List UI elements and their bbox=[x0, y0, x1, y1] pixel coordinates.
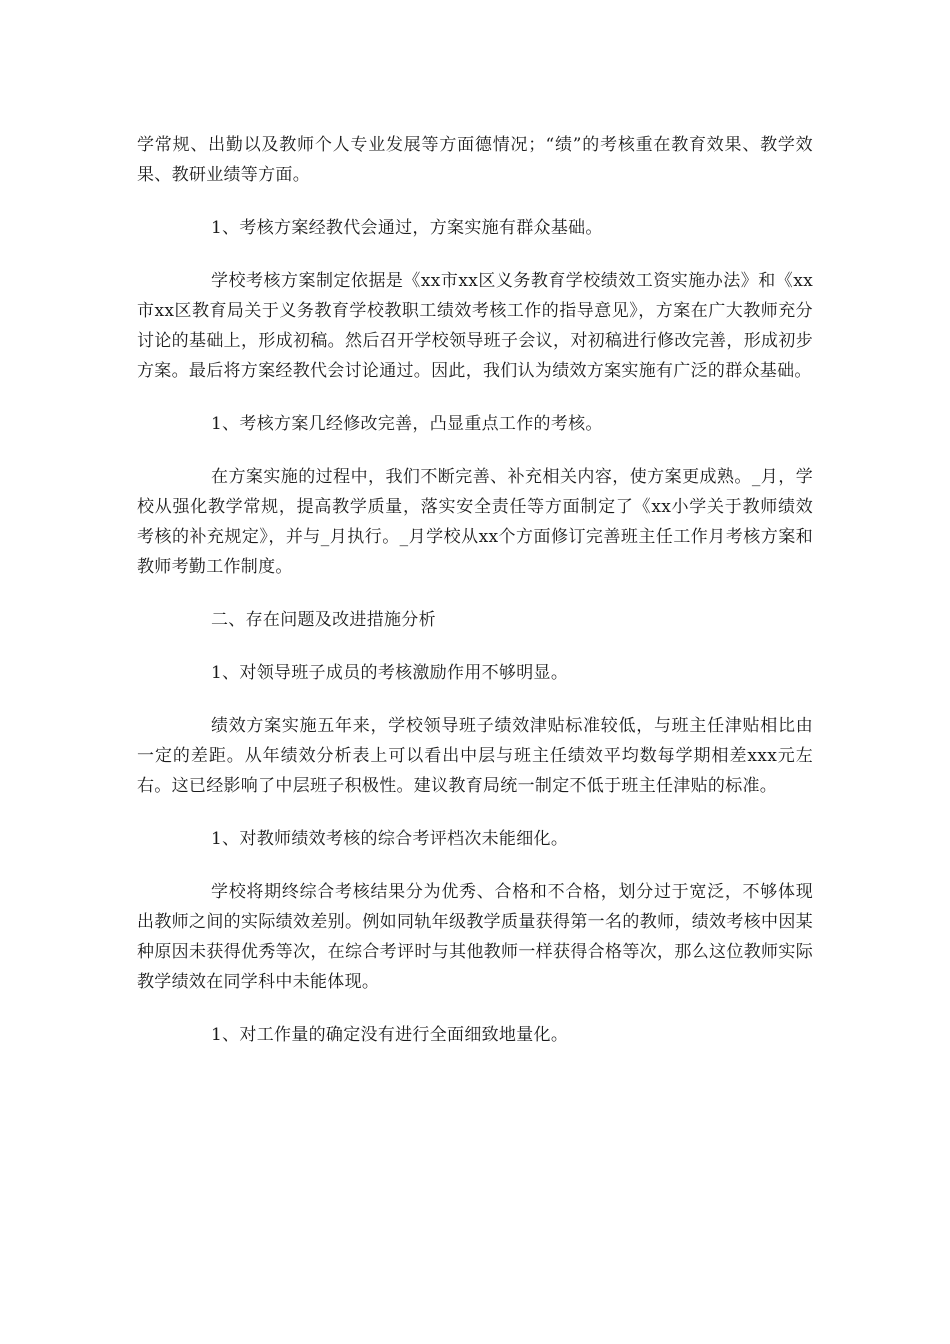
paragraph: 在方案实施的过程中，我们不断完善、补充相关内容，使方案更成熟。_月，学校从强化教学常规，提高教学质量，落实安全责任等方面制定了《xx小学关于教师绩效考核的补充规定》，并与_月执行。_月学校从xx个方面修订完善班主任工作月考核方案和教师考勤工作制度。 bbox=[137, 467, 813, 577]
paragraph: 绩效方案实施五年来，学校领导班子绩效津贴标准较低，与班主任津贴相比由一定的差距。从年绩效分析表上可以看出中层与班主任绩效平均数每学期相差xxx元左右。这已经影响了中层班子积极性。建议教育局统一制定不低于班主任津贴的标准。 bbox=[137, 716, 813, 796]
document-body bbox=[137, 130, 813, 1073]
section-heading: 1、考核方案几经修改完善，凸显重点工作的考核。 bbox=[211, 414, 603, 434]
paragraph-continuation: 学常规、出勤以及教师个人专业发展等方面德情况；“绩”的考核重在教育效果、教学效果、教研业绩等方面。 bbox=[137, 135, 813, 185]
section-heading: 1、对领导班子成员的考核激励作用不够明显。 bbox=[211, 663, 569, 683]
paragraph: 学校考核方案制定依据是《xx市xx区义务教育学校绩效工资实施办法》和《xx市xx区教育局关于义务教育学校教职工绩效考核工作的指导意见》，方案在广大教师充分讨论的基础上，形成初稿。然后召开学校领导班子会议，对初稿进行修改完善，形成初步方案。最后将方案经教代会讨论通过。因此，我们认为绩效方案实施有广泛的群众基础。 bbox=[137, 271, 813, 381]
section-heading: 1、对工作量的确定没有进行全面细致地量化。 bbox=[211, 1025, 569, 1045]
chapter-heading: 二、存在问题及改进措施分析 bbox=[211, 610, 436, 630]
section-heading: 1、考核方案经教代会通过，方案实施有群众基础。 bbox=[211, 218, 603, 238]
paragraph: 学校将期终综合考核结果分为优秀、合格和不合格，划分过于宽泛，不够体现出教师之间的实际绩效差别。例如同轨年级教学质量获得第一名的教师，绩效考核中因某种原因未获得优秀等次，在综合考评时与其他教师一样获得合格等次，那么这位教师实际教学绩效在同学科中未能体现。 bbox=[137, 882, 813, 992]
section-heading: 1、对教师绩效考核的综合考评档次未能细化。 bbox=[211, 829, 569, 849]
